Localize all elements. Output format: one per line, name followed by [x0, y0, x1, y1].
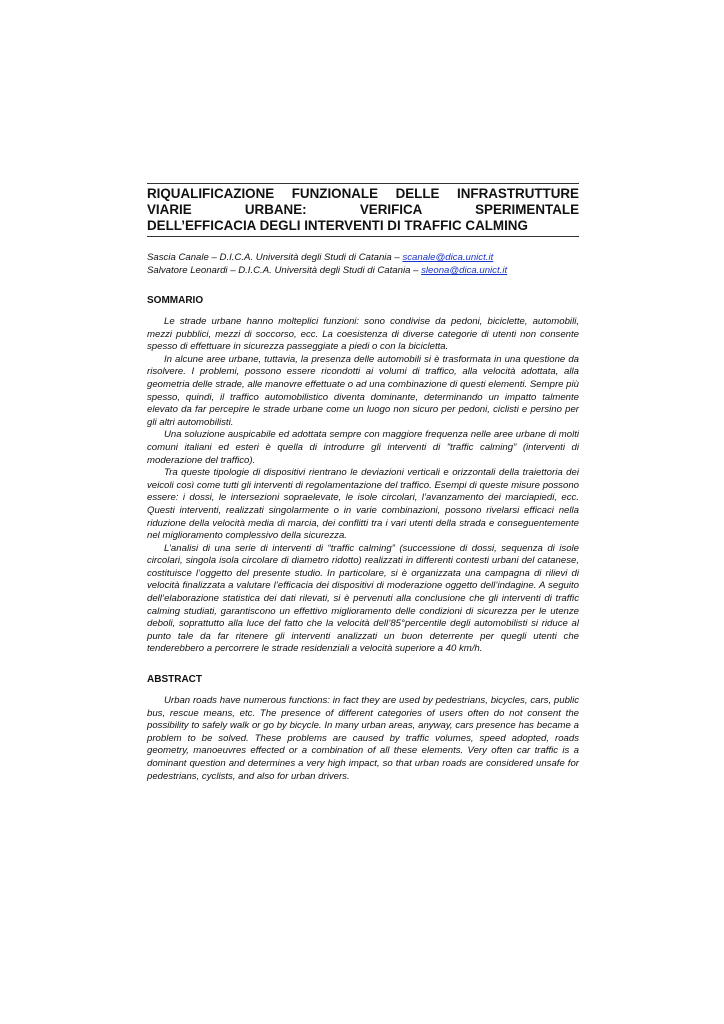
author-2 [147, 264, 579, 277]
title-line-1: RIQUALIFICAZIONE FUNZIONALE DELLE INFRASTRUTTURE [147, 186, 579, 201]
author-2-email-link[interactable]: sleona@dica.unict.it [421, 265, 508, 276]
abstract-body [147, 695, 579, 783]
sommario-paragraph-4: Tra queste tipologie di dispositivi rientrano le deviazioni verticali e orizzontali della traiettoria dei veicoli così come tutti gli interventi di regolamentazione del traffico. Esempi di queste misure possono essere: i dossi, le intersezioni sopraelevate, le isole circolari, l’avanzamento dei marciapiedi, ecc. Questi interventi, realizzati singolarmente o in varie combinazioni, possono rivelarsi efficaci nella riduzione della velocità media di marcia, dei conflitti tra i vari utenti della strada e conseguentemente nel miglioramento complessivo della sicurezza. [147, 467, 579, 542]
sommario-heading: SOMMARIO [147, 295, 204, 306]
sommario-paragraph-2: In alcune aree urbane, tuttavia, la presenza delle automobili si è trasformata in una questione da risolvere. I problemi, possono essere ricondotti ai volumi di traffico, alla velocità adottata, alla geometria delle strade, alle manovre effettuate o ad una combinazione di questi elementi. Sempre più spesso, quindi, il traffico automobilistico diventa dominante, determinando un impatto talmente elevato da far percepire le strade urbane come un luogo non sicuro per pedoni, ciclisti e persino per gli altri automobilisti. [147, 353, 579, 428]
author-1 [147, 251, 579, 264]
author-list [147, 251, 579, 277]
author-1-email-link[interactable]: scanale@dica.unict.it [402, 252, 494, 263]
author-2-affiliation: Salvatore Leonardi – D.I.C.A. Università degli Studi di Catania – [147, 265, 422, 276]
sommario-paragraph-1: Le strade urbane hanno molteplici funzioni: sono condivise da pedoni, biciclette, automobili, mezzi pubblici, mezzi di soccorso, ecc. La coesistenza di diverse categorie di utenti non consente spesso di effettuare in sicurezza passeggiate a piedi o con la bicicletta. [147, 316, 579, 353]
sommario-paragraph-3: Una soluzione auspicabile ed adottata sempre con maggiore frequenza nelle aree urbane di molti comuni italiani ed esteri è quella di introdurre gli interventi di ”traffic calming” (interventi di moderazione del traffico). [147, 429, 579, 466]
title-line-3: DELL’EFFICACIA DEGLI INTERVENTI DI TRAFFIC CALMING [147, 218, 528, 233]
sommario-paragraph-5: L’analisi di una serie di interventi di “traffic calming” (successione di dossi, sequenza di isole circolari, singola isola circolare di diametro ridotto) realizzati in differenti contesti urbani del catanese, costituisce l’oggetto del presente studio. In particolare, si è organizzata una campagna di rilievi di velocità finalizzata a valutare l’efficacia dei dispositivi di moderazione oggetto dell’indagine. A seguito dell’elaborazione statistica dei dati rilevati, si è pervenuti alla conclusione che gli interventi di traffic calming studiati, garantiscono un effettivo miglioramento delle condizioni di sicurezza per le utenze deboli, soprattutto alla luce del fatto che la velocità dell’85°percentile degli automobilisti si riduce al punto tale da far ritenere gli interventi analizzati un buon deterrente per quegli utenti che tenderebbero a percorrere le strade residenziali a velocità superiore a 40 km/h. [147, 542, 579, 655]
abstract-paragraph-1: Urban roads have numerous functions: in fact they are used by pedestrians, bicycles, cars, public bus, rescue means, etc. The presence of different categories of users often do not consent the possibility to safely walk or go by bicycle. In many urban areas, anyway, cars presence has became a problem to be solved. These problems are caused by traffic volumes, speed adopted, roads geometry, manoeuvres effected or a combination of all these elements. Very often car traffic is a dominant question and determines a very high impact, so that urban roads are considered unsafe for pedestrians, cyclists, and also for urban drivers. [147, 695, 579, 782]
paper-title [147, 183, 579, 237]
author-1-affiliation: Sascia Canale – D.I.C.A. Università degli Studi di Catania – [147, 252, 403, 263]
title-line-2: VIARIE URBANE: VERIFICA SPERIMENTALE [147, 202, 579, 217]
abstract-heading: ABSTRACT [147, 674, 202, 686]
sommario-body [147, 316, 579, 656]
paper-content [147, 183, 579, 783]
